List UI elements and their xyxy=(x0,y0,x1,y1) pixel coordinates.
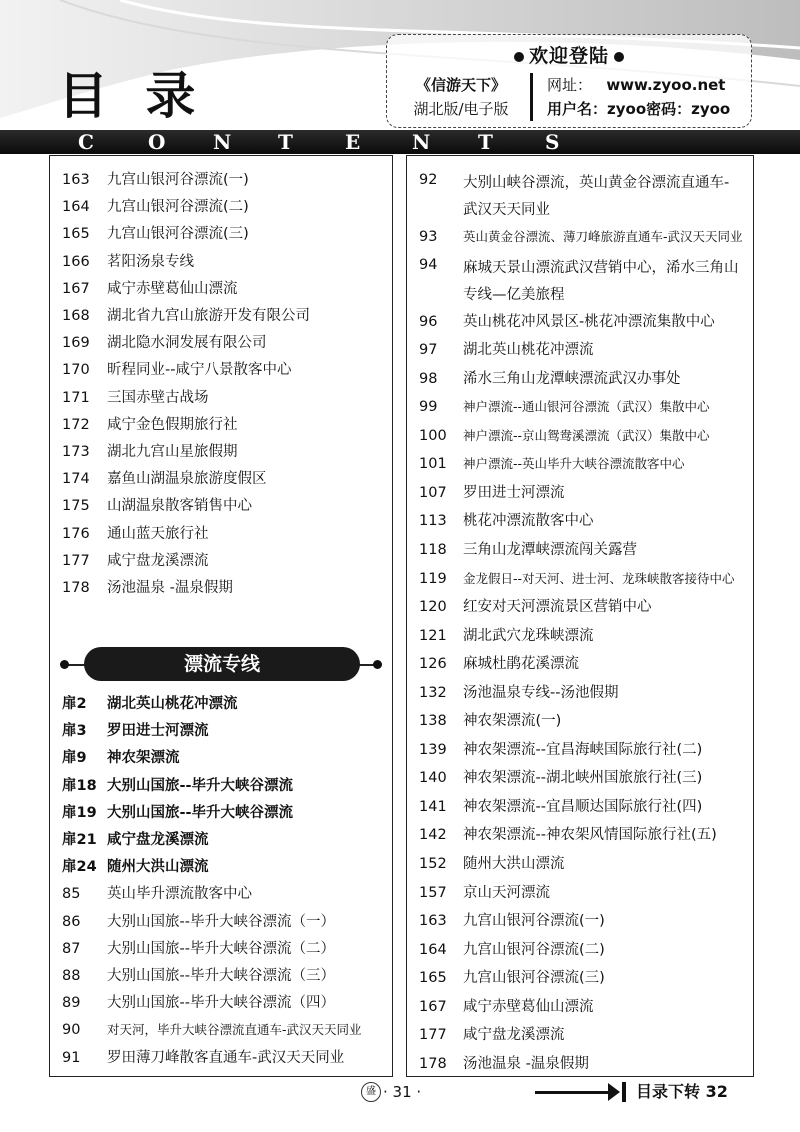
page-footer xyxy=(0,1078,800,1108)
toc-entry-title: 三角山龙潭峡漂流闯关露营 xyxy=(463,541,637,558)
toc-entry-title: 山湖温泉散客销售中心 xyxy=(107,498,252,515)
site-row xyxy=(547,73,730,97)
toc-entry-title: 湖北九宫山星旅假期 xyxy=(107,444,238,460)
bullet-icon xyxy=(614,52,624,62)
toc-entry-title: 英山黄金谷漂流、薄刀峰旅游直通车-武汉天天同业 xyxy=(463,228,743,244)
toc-entry-title: 神农架漂流--宜昌顺达国际旅行社(四) xyxy=(463,798,703,815)
toc-entry-title: 英山毕升漂流散客中心 xyxy=(107,886,252,903)
toc-page-number: 172 xyxy=(62,416,90,433)
toc-page-number: 90 xyxy=(62,1022,81,1039)
toc-entry-title: 麻城天景山漂流武汉营销中心，浠水三角山专线—亿美旅程 xyxy=(463,260,739,304)
toc-entry-title: 茗阳汤泉专线 xyxy=(107,253,194,270)
toc-page-number: 167 xyxy=(419,998,447,1015)
toc-page-number: 113 xyxy=(419,513,447,530)
toc-page-number: 93 xyxy=(419,228,438,245)
toc-page-number: 97 xyxy=(419,342,438,359)
site-url-link[interactable]: www.zyoo.net xyxy=(606,76,726,94)
toc-entry-title: 九宫山银河谷漂流(一) xyxy=(463,913,605,930)
toc-entry-title: 咸宁盘龙溪漂流 xyxy=(463,1027,565,1044)
toc-page-number: 142 xyxy=(419,827,447,844)
toc-entry-title: 麻城杜鹃花溪漂流 xyxy=(463,656,579,673)
toc-page-number: 扉18 xyxy=(62,777,97,794)
toc-page-number: 175 xyxy=(62,498,90,515)
toc-entry-title: 三国赤壁古战场 xyxy=(107,389,209,406)
toc-page-number: 119 xyxy=(419,570,447,587)
toc-page-number: 132 xyxy=(419,684,447,701)
toc-entry-title: 罗田进士河漂流 xyxy=(463,484,565,501)
contents-letter: O xyxy=(148,130,166,154)
page-title: 目 录 xyxy=(58,67,206,125)
toc-page-number: 118 xyxy=(419,541,447,558)
toc-page-number: 176 xyxy=(62,525,90,542)
toc-entry-title: 神户漂流--京山鸳鸯溪漂流（武汉）集散中心 xyxy=(463,427,710,443)
toc-entry-title: 大别山国旅--毕升大峡谷漂流（一） xyxy=(107,913,335,930)
toc-page-number: 101 xyxy=(419,456,447,473)
toc-entry-title: 英山桃花冲风景区-桃花冲漂流集散中心 xyxy=(463,313,715,330)
toc-page-number: 165 xyxy=(62,226,90,243)
toc-entry-title: 九宫山银河谷漂流(二) xyxy=(107,199,249,216)
toc-page-number: 141 xyxy=(419,798,447,815)
toc-page-number: 88 xyxy=(62,968,81,984)
publisher-badge-icon: 盛 xyxy=(361,1082,381,1102)
toc-entry-title: 神农架漂流 xyxy=(107,750,180,767)
toc-entry-title: 大别山国旅--毕升大峡谷漂流 xyxy=(107,777,294,794)
toc-page-number: 167 xyxy=(62,280,90,297)
toc-entry-title: 湖北武穴龙珠峡漂流 xyxy=(463,627,594,644)
toc-right-column xyxy=(406,155,754,1077)
toc-page-number: 扉19 xyxy=(62,804,97,821)
toc-entry-title: 随州大洪山漂流 xyxy=(463,856,565,872)
contents-letter: T xyxy=(278,130,293,154)
toc-entry-title: 大别山国旅--毕升大峡谷漂流（三） xyxy=(107,968,335,984)
toc-page-number: 164 xyxy=(62,199,90,216)
toc-entry-title: 大别山国旅--毕升大峡谷漂流（二） xyxy=(107,940,335,957)
toc-entry-title: 随州大洪山漂流 xyxy=(107,859,209,876)
toc-page-number: 152 xyxy=(419,856,447,872)
toc-entry-title: 浠水三角山龙潭峡漂流武汉办事处 xyxy=(463,370,681,387)
toc-page-number: 92 xyxy=(419,172,438,188)
bullet-icon xyxy=(373,660,382,669)
toc-page-number: 174 xyxy=(62,471,90,488)
toc-entry-title: 红安对天河漂流景区营销中心 xyxy=(463,599,652,616)
toc-page-number: 98 xyxy=(419,370,438,387)
section-title: 漂流专线 xyxy=(84,647,360,681)
toc-entry-title: 罗田薄刀峰散客直通车-武汉天天同业 xyxy=(107,1049,345,1066)
toc-page-number: 121 xyxy=(419,627,447,644)
login-info-box xyxy=(386,34,752,128)
toc-page-number: 177 xyxy=(62,552,90,569)
arrow-line xyxy=(535,1091,615,1094)
toc-entry-title: 大别山国旅--毕升大峡谷漂流 xyxy=(107,804,294,821)
toc-page-number: 168 xyxy=(62,308,90,324)
toc-page-number: 169 xyxy=(62,335,90,352)
login-heading: 欢迎登陆 xyxy=(387,41,751,68)
toc-page-number: 178 xyxy=(419,1055,447,1072)
toc-page-number: 177 xyxy=(419,1027,447,1044)
toc-page-number: 96 xyxy=(419,313,438,330)
toc-page-number: 100 xyxy=(419,427,447,444)
toc-page-number: 166 xyxy=(62,253,90,270)
toc-entry-title: 通山蓝天旅行社 xyxy=(107,525,209,542)
toc-page-number: 99 xyxy=(419,399,438,416)
contents-letter: E xyxy=(345,130,361,154)
toc-entry-title: 神农架漂流(一) xyxy=(463,713,562,730)
toc-page-number: 扉21 xyxy=(62,832,97,848)
toc-page-number: 107 xyxy=(419,484,447,501)
toc-entry-title: 九宫山银河谷漂流(三) xyxy=(107,226,249,243)
toc-entry-title: 神农架漂流--神农架风情国际旅行社(五) xyxy=(463,827,717,844)
toc-entry-title: 九宫山银河谷漂流(二) xyxy=(463,941,605,958)
toc-entry-title: 汤池温泉专线--汤池假期 xyxy=(463,684,619,701)
contents-letter: C xyxy=(78,130,94,154)
toc-entry-title: 神户漂流--通山银河谷漂流（武汉）集散中心 xyxy=(463,399,710,415)
toc-page-number: 171 xyxy=(62,389,90,406)
toc-page-number: 173 xyxy=(62,444,90,460)
toc-page-number: 165 xyxy=(419,970,447,987)
toc-entry-title: 嘉鱼山湖温泉旅游度假区 xyxy=(107,471,267,488)
toc-entry-title: 咸宁盘龙溪漂流 xyxy=(107,552,209,569)
toc-entry-title: 昕程同业--咸宁八景散客中心 xyxy=(107,362,292,379)
toc-entry-title: 神农架漂流--湖北峡州国旅旅行社(三) xyxy=(463,770,703,787)
toc-entry-title: 九宫山银河谷漂流(三) xyxy=(463,970,605,987)
section-divider xyxy=(60,647,382,681)
toc-page-number: 126 xyxy=(419,656,447,673)
toc-page-number: 138 xyxy=(419,713,447,730)
user-line: 用户名：zyoo密码：zyoo xyxy=(547,100,731,118)
toc-entry-title: 湖北英山桃花冲漂流 xyxy=(463,342,594,359)
toc-page-number: 163 xyxy=(62,172,90,188)
login-separator xyxy=(530,73,533,121)
toc-entry-title: 湖北英山桃花冲漂流 xyxy=(107,696,238,712)
toc-page-number: 157 xyxy=(419,884,447,901)
magazine-name: 《信游天下》 xyxy=(415,76,506,94)
arrow-right-icon xyxy=(608,1083,620,1101)
toc-page-number: 扉3 xyxy=(62,723,87,740)
toc-page-number: 扉24 xyxy=(62,859,97,876)
toc-page-number: 163 xyxy=(419,913,447,930)
toc-entry-title: 咸宁赤壁葛仙山漂流 xyxy=(107,280,238,297)
toc-page-number: 扉2 xyxy=(62,696,87,712)
toc-entry-title: 大别山峡谷漂流，英山黄金谷漂流直通车-武汉天天同业 xyxy=(463,175,730,218)
contents-letter: S xyxy=(545,130,560,154)
toc-page-number: 164 xyxy=(419,941,447,958)
toc-page-number: 120 xyxy=(419,599,447,616)
toc-entry-title: 湖北省九宫山旅游开发有限公司 xyxy=(107,308,310,324)
toc-page-number: 94 xyxy=(419,257,438,274)
toc-page-number: 140 xyxy=(419,770,447,787)
toc-entry-title: 金龙假日--对天河、进士河、龙珠峡散客接待中心 xyxy=(463,570,735,586)
toc-page-number: 178 xyxy=(62,580,90,596)
magazine-edition: 湖北版/电子版 xyxy=(413,100,509,118)
bullet-icon xyxy=(514,52,524,62)
contents-letter: N xyxy=(412,130,431,154)
toc-entry-title: 九宫山银河谷漂流(一) xyxy=(107,172,249,188)
toc-entry-title: 咸宁盘龙溪漂流 xyxy=(107,832,209,848)
bullet-icon xyxy=(60,660,69,669)
toc-page-number: 91 xyxy=(62,1049,81,1066)
toc-entry-title: 京山天河漂流 xyxy=(463,884,550,901)
continued-next-page-link[interactable]: 目录下转 32 xyxy=(636,1082,728,1101)
contents-letter: N xyxy=(213,130,232,154)
arrow-stop-bar xyxy=(622,1082,626,1102)
toc-page-number: 139 xyxy=(419,741,447,758)
toc-entry-title: 咸宁赤壁葛仙山漂流 xyxy=(463,998,594,1015)
site-label: 网址： xyxy=(547,76,593,94)
toc-entry-title: 汤池温泉 -温泉假期 xyxy=(463,1055,589,1072)
contents-banner xyxy=(0,130,800,154)
page-number: · 31 · xyxy=(383,1083,422,1101)
toc-entry-title: 汤池温泉 -温泉假期 xyxy=(107,580,233,596)
toc-entry-title: 罗田进士河漂流 xyxy=(107,723,209,740)
toc-entry-title: 神户漂流--英山毕升大峡谷漂流散客中心 xyxy=(463,456,685,472)
toc-page-number: 86 xyxy=(62,913,81,930)
toc-entry-title: 桃花冲漂流散客中心 xyxy=(463,513,594,530)
contents-letter: T xyxy=(478,130,493,154)
toc-entry-title: 神农架漂流--宜昌海峡国际旅行社(二) xyxy=(463,741,703,758)
toc-entry-title: 对天河，毕升大峡谷漂流直通车-武汉天天同业 xyxy=(107,1022,362,1038)
toc-page-number: 87 xyxy=(62,940,81,957)
toc-entry-title: 湖北隐水洞发展有限公司 xyxy=(107,335,267,352)
toc-left-column xyxy=(49,155,393,1077)
toc-entry-title: 大别山国旅--毕升大峡谷漂流（四） xyxy=(107,995,335,1012)
login-credentials xyxy=(547,73,730,121)
toc-page-number: 89 xyxy=(62,995,81,1012)
toc-page-number: 85 xyxy=(62,886,81,903)
magazine-info xyxy=(399,73,523,121)
toc-page-number: 170 xyxy=(62,362,90,379)
toc-page-number: 扉9 xyxy=(62,750,87,767)
toc-entry-title: 咸宁金色假期旅行社 xyxy=(107,416,238,433)
